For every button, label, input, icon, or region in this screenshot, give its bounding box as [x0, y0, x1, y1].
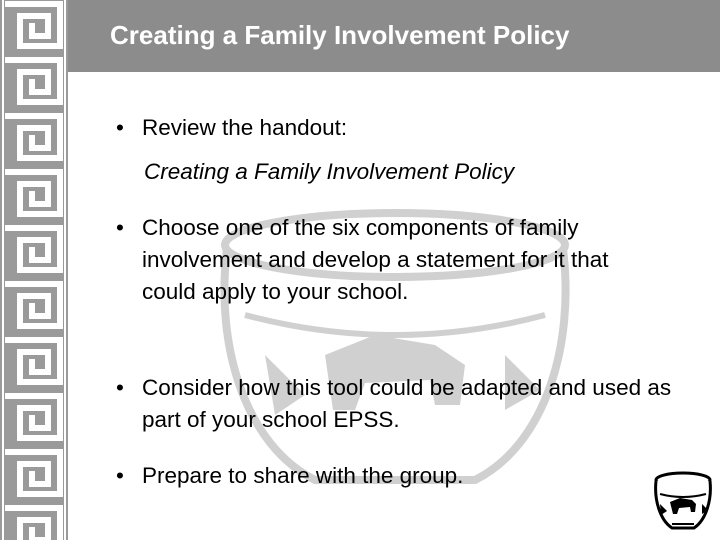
bullet-text: Prepare to share with the group. [142, 463, 464, 488]
greek-key-border [0, 0, 68, 540]
bullet-subtext-italic: Creating a Family Involvement Policy [144, 159, 515, 184]
bullet-item [116, 212, 662, 308]
slide-title: Creating a Family Involvement Policy [110, 20, 570, 50]
bullet-dot: • [116, 115, 124, 140]
bullet-text: Consider how this tool could be adapted and used as part of your school EPSS. [142, 375, 672, 432]
bullet-dot: • [116, 215, 124, 240]
bullet-text: Review the handout: [142, 115, 348, 140]
greek-key-pattern-icon [0, 0, 68, 540]
bullet-dot: • [116, 375, 124, 400]
title-bar [68, 0, 720, 72]
bullet-text: Choose one of the six components of family involvement and develop a statement for it that could apply to your school. [142, 215, 609, 304]
bullet-item [116, 372, 682, 436]
bullet-dot: • [116, 463, 124, 488]
bullet-item [116, 112, 347, 144]
bullet-item [116, 460, 463, 492]
pottery-bowl-icon [650, 468, 716, 534]
